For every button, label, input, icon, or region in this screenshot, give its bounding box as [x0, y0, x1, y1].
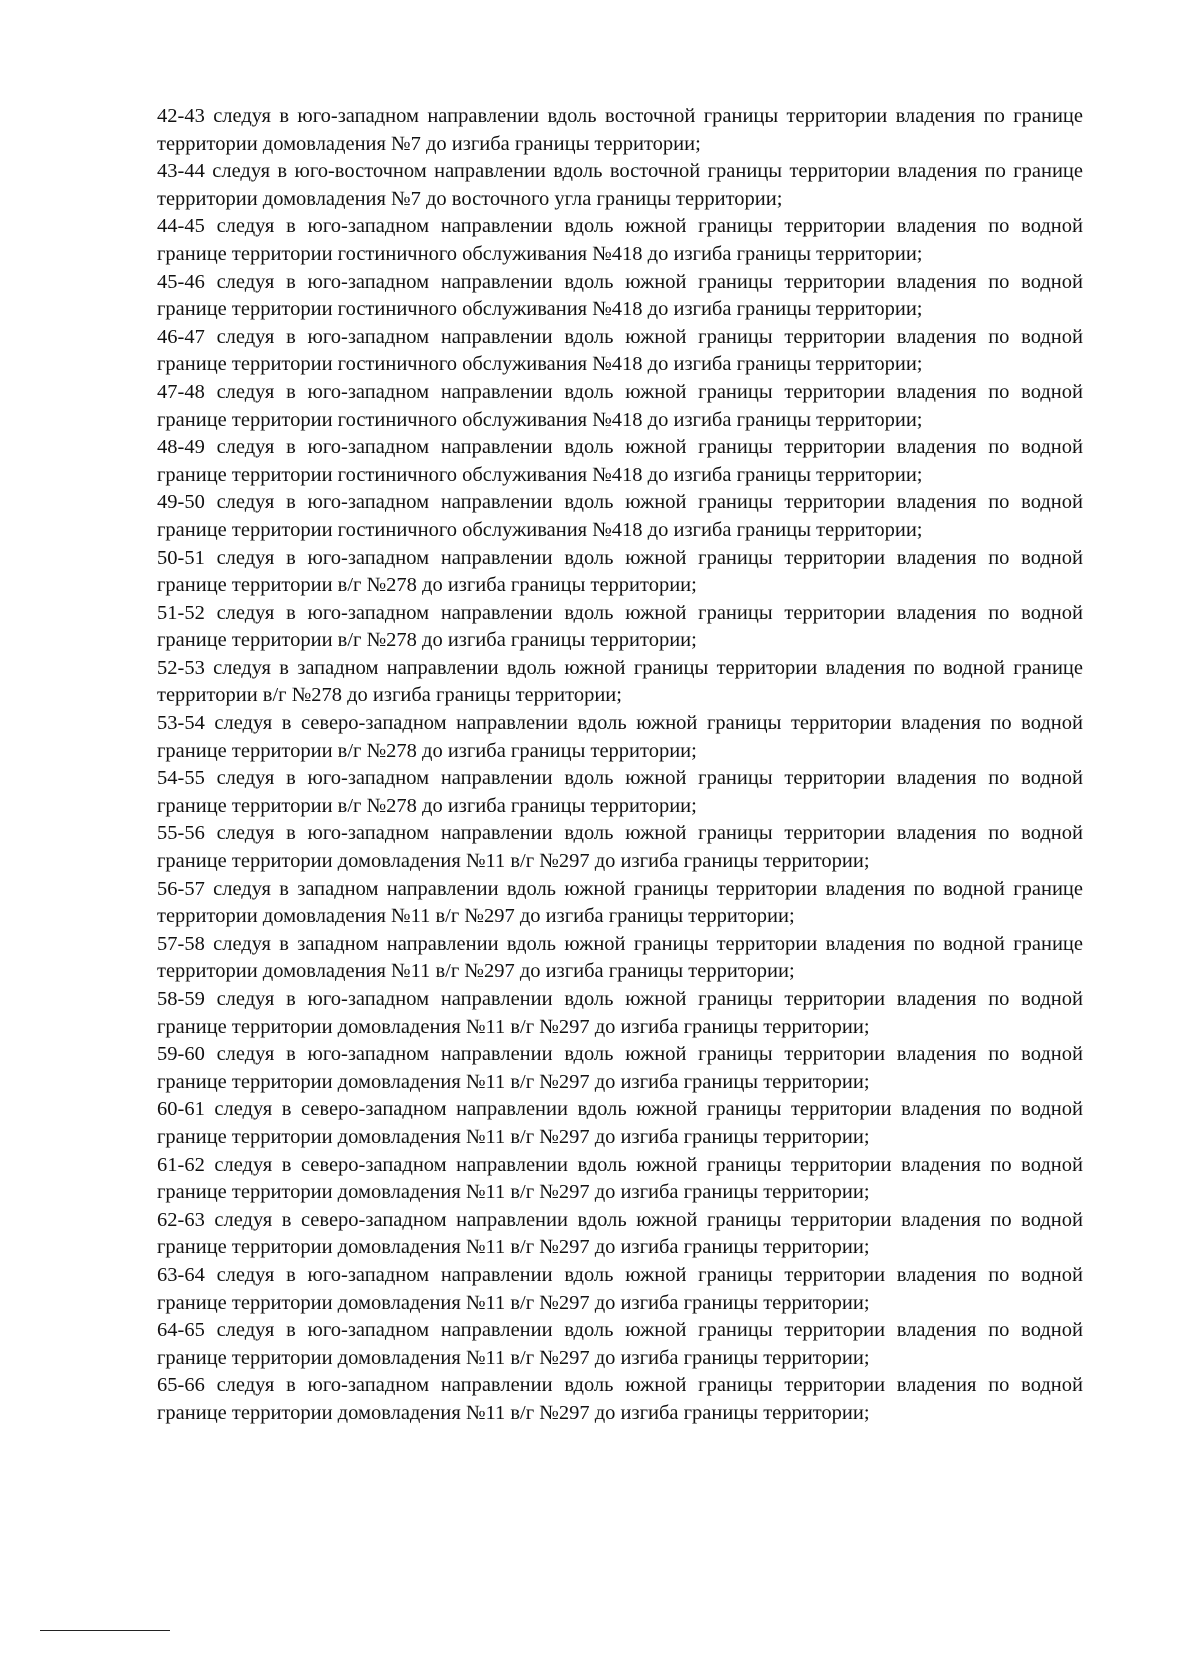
boundary-segment-55-56: 55-56 следуя в юго-западном направлении вдоль южной границы территории владения по водной границе территории домовладения №11 в/г №297 до изгиба границы территории; — [157, 822, 1083, 873]
boundary-segment-63-64: 63-64 следуя в юго-западном направлении вдоль южной границы территории владения по водной границе территории домовладения №11 в/г №297 до изгиба границы территории; — [157, 1263, 1083, 1314]
boundary-segment-53-54: 53-54 следуя в северо-западном направлении вдоль южной границы территории владения по водной границе территории в/г №278 до изгиба границы территории; — [157, 712, 1083, 762]
boundary-segment-54-55: 54-55 следуя в юго-западном направлении вдоль южной границы территории владения по водной границе территории в/г №278 до изгиба границы территории; — [157, 767, 1083, 817]
boundary-segment-64-65: 64-65 следуя в юго-западном направлении вдоль южной границы территории владения по водной границе территории домовладения №11 в/г №297 до изгиба границы территории; — [157, 1319, 1083, 1369]
boundary-segment-48-49: 48-49 следуя в юго-западном направлении вдоль южной границы территории владения по водной границе территории гостиничного обслуживания №418 до изгиба границы территории; — [157, 436, 1083, 486]
boundary-segment-52-53: 52-53 следуя в западном направлении вдоль южной границы территории владения по водной границе территории в/г №278 до изгиба границы территории; — [157, 656, 1083, 707]
boundary-segment-62-63: 62-63 следуя в северо-западном направлении вдоль южной границы территории владения по водной границе территории домовладения №11 в/г №297 до изгиба границы территории; — [157, 1208, 1083, 1259]
boundary-segment-47-48: 47-48 следуя в юго-западном направлении вдоль южной границы территории владения по водной границе территории гостиничного обслуживания №418 до изгиба границы территории; — [157, 380, 1083, 431]
boundary-segment-50-51: 50-51 следуя в юго-западном направлении вдоль южной границы территории владения по водной границе территории в/г №278 до изгиба границы территории; — [157, 546, 1083, 597]
document-body — [157, 103, 1083, 1428]
boundary-segment-61-62: 61-62 следуя в северо-западном направлении вдоль южной границы территории владения по водной границе территории домовладения №11 в/г №297 до изгиба границы территории; — [157, 1153, 1083, 1204]
boundary-segment-57-58: 57-58 следуя в западном направлении вдоль южной границы территории владения по водной границе территории домовладения №11 в/г №297 до изгиба границы территории; — [157, 932, 1083, 983]
boundary-segment-59-60: 59-60 следуя в юго-западном направлении вдоль южной границы территории владения по водной границе территории домовладения №11 в/г №297 до изгиба границы территории; — [157, 1043, 1083, 1093]
boundary-segment-56-57: 56-57 следуя в западном направлении вдоль южной границы территории владения по водной границе территории домовладения №11 в/г №297 до изгиба границы территории; — [157, 877, 1083, 928]
boundary-segment-60-61: 60-61 следуя в северо-западном направлении вдоль южной границы территории владения по водной границе территории домовладения №11 в/г №297 до изгиба границы территории; — [157, 1098, 1083, 1148]
boundary-segment-43-44: 43-44 следуя в юго-восточном направлении вдоль восточной границы территории владения по границе территории домовладения №7 до восточного угла границы территории; — [157, 160, 1083, 210]
boundary-segment-42-43: 42-43 следуя в юго-западном направлении вдоль восточной границы территории владения по границе территории домовладения №7 до изгиба границы территории; — [157, 105, 1083, 155]
footnote-separator-line — [40, 1630, 170, 1631]
boundary-segment-46-47: 46-47 следуя в юго-западном направлении вдоль южной границы территории владения по водной границе территории гостиничного обслуживания №418 до изгиба границы территории; — [157, 325, 1083, 376]
boundary-segment-65-66: 65-66 следуя в юго-западном направлении вдоль южной границы территории владения по водной границе территории домовладения №11 в/г №297 до изгиба границы территории; — [157, 1374, 1083, 1424]
boundary-segment-51-52: 51-52 следуя в юго-западном направлении вдоль южной границы территории владения по водной границе территории в/г №278 до изгиба границы территории; — [157, 601, 1083, 652]
boundary-segment-49-50: 49-50 следуя в юго-западном направлении вдоль южной границы территории владения по водной границе территории гостиничного обслуживания №418 до изгиба границы территории; — [157, 491, 1083, 541]
boundary-segment-45-46: 45-46 следуя в юго-западном направлении вдоль южной границы территории владения по водной границе территории гостиничного обслуживания №418 до изгиба границы территории; — [157, 270, 1083, 321]
boundary-segment-44-45: 44-45 следуя в юго-западном направлении вдоль южной границы территории владения по водной границе территории гостиничного обслуживания №418 до изгиба границы территории; — [157, 215, 1083, 265]
boundary-segment-58-59: 58-59 следуя в юго-западном направлении вдоль южной границы территории владения по водной границе территории домовладения №11 в/г №297 до изгиба границы территории; — [157, 988, 1083, 1038]
